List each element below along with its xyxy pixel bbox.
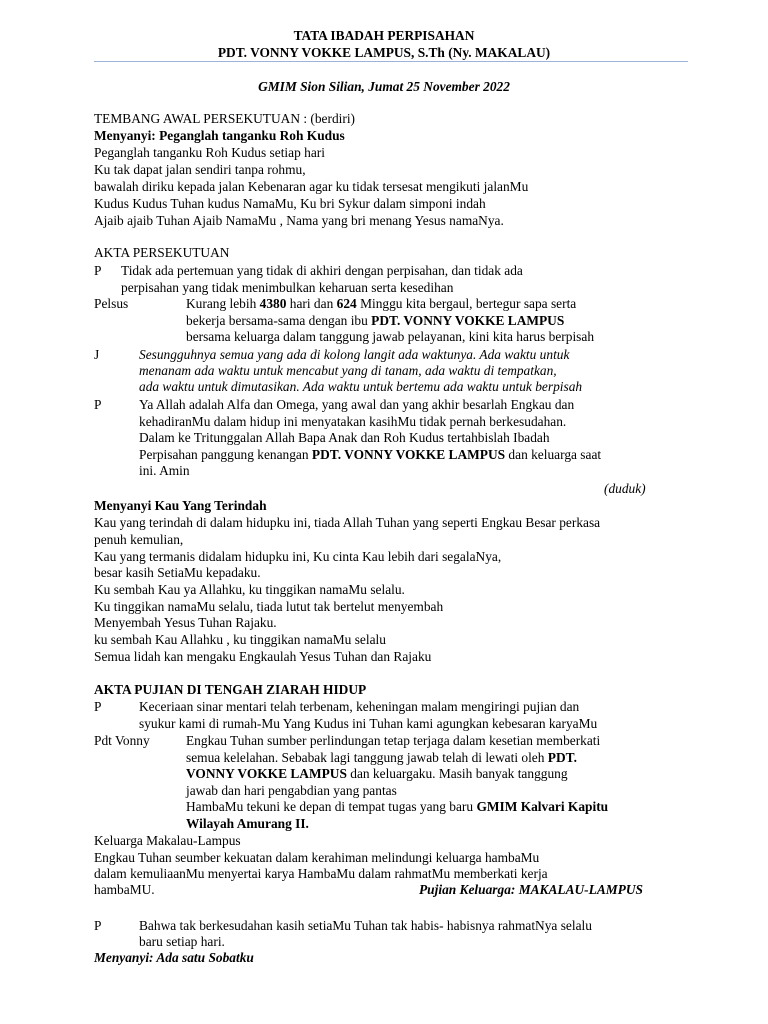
header-divider [94,61,688,62]
liturgy-line: ini. Amin [139,463,190,478]
lyric-line: Ku tinggikan namaMu selalu, tiada lutut tak bertelut menyembah [94,599,444,614]
instruction-duduk: (duduk) [604,481,646,496]
lyric-line: Ku tak dapat jalan sendiri tanpa rohmu, [94,162,306,177]
document-title-line1: TATA IBADAH PERPISAHAN [293,28,475,43]
liturgy-line: ada waktu untuk dimutasikan. Ada waktu untuk bertemu ada waktu untuk berpisah [139,379,583,394]
lyric-line: Kudus Kudus Tuhan kudus NamaMu, Ku bri Sykur dalam simponi indah [94,196,486,211]
speaker-label-pelsus: Pelsus [94,296,129,311]
liturgy-line: baru setiap hari. [139,934,225,949]
lyric-line: bawalah diriku kepada jalan Kebenaran agar ku tidak tersesat mengikuti jalanMu [94,179,529,194]
liturgy-line: Wilayah Amurang II. [186,816,309,831]
lyric-line: Menyembah Yesus Tuhan Rajaku. [94,615,277,630]
lyric-line: besar kasih SetiaMu kepadaku. [94,565,261,580]
section-heading-akta-pujian: AKTA PUJIAN DI TENGAH ZIARAH HIDUP [94,682,367,697]
speaker-label-p: P [94,263,102,278]
speaker-label-p: P [94,699,102,714]
liturgy-line: kehadiranMu dalam hidup ini menyatakan kasihMu tidak pernah berkesudahan. [139,414,567,429]
liturgy-line: menanam ada waktu untuk mencabut yang di tanam, ada waktu di tempatkan, [139,363,557,378]
speaker-label-p: P [94,918,102,933]
lyric-line: Ajaib ajaib Tuhan Ajaib NamaMu , Nama yang bri menang Yesus namaNya. [94,213,504,228]
liturgy-line: perpisahan yang tidak menimbulkan keharuan serta kesedihan [121,280,454,295]
liturgy-line: syukur kami di rumah-Mu Yang Kudus ini Tuhan kami agungkan kebesaran karyaMu [139,716,598,731]
speaker-label-p: P [94,397,102,412]
liturgy-line: Tidak ada pertemuan yang tidak di akhiri dengan perpisahan, dan tidak ada [121,263,523,278]
liturgy-line: bekerja bersama-sama dengan ibu PDT. VONNY VOKKE LAMPUS [186,313,565,328]
liturgy-line: jawab dan hari pengabdian yang pantas [186,783,397,798]
pujian-keluarga-label: Pujian Keluarga: MAKALAU-LAMPUS [419,882,643,897]
song-title-kau-yang-terindah: Menyanyi Kau Yang Terindah [94,498,267,513]
speaker-label-j: J [94,347,100,362]
liturgy-line: hambaMU. [94,882,155,897]
lyric-line: Peganglah tanganku Roh Kudus setiap hari [94,145,325,160]
liturgy-line: Engkau Tuhan seumber kekuatan dalam kerahiman melindungi keluarga hambaMu [94,850,540,865]
lyric-line: Semua lidah kan mengaku Engkaulah Yesus Tuhan dan Rajaku [94,649,432,664]
song-title-ada-satu-sobatku: Menyanyi: Ada satu Sobatku [94,950,254,965]
document-title-line2: PDT. VONNY VOKKE LAMPUS, S.Th (Ny. MAKALAU) [217,45,551,60]
liturgy-line: VONNY VOKKE LAMPUS dan keluargaku. Masih banyak tanggung [186,766,568,781]
lyric-line: Kau yang termanis didalam hidupku ini, Ku cinta Kau lebih dari segalaNya, [94,549,502,564]
lyric-line: ku sembah Kau Allahku , ku tinggikan namaMu selalu [94,632,386,647]
speaker-label-pdt-vonny: Pdt Vonny [94,733,150,748]
liturgy-line: dalam kemuliaanMu menyertai karya HambaMu dalam rahmatMu memberkati kerja [94,866,548,881]
liturgy-line: bersama keluarga dalam tanggung jawab pelayanan, kini kita harus berpisah [186,329,595,344]
liturgy-line: Dalam ke Tritunggalan Allah Bapa Anak dan Roh Kudus tertahbislah Ibadah [139,430,550,445]
song-title-peganglah: Menyanyi: Peganglah tanganku Roh Kudus [94,128,345,143]
liturgy-line: Perpisahan panggung kenangan PDT. VONNY VOKKE LAMPUS dan keluarga saat [139,447,602,462]
lyric-line: penuh kemulian, [94,532,184,547]
liturgy-line: Kurang lebih 4380 hari dan 624 Minggu kita bergaul, bertegur sapa serta [186,296,577,311]
liturgy-line: Keceriaan sinar mentari telah terbenam, keheningan malam mengiringi pujian dan [139,699,580,714]
place-date: GMIM Sion Silian, Jumat 25 November 2022 [258,79,510,94]
section-heading-akta-persekutuan: AKTA PERSEKUTUAN [94,245,230,260]
liturgy-line: Ya Allah adalah Alfa dan Omega, yang awal dan yang akhir besarlah Engkau dan [139,397,575,412]
lyric-line: Ku sembah Kau ya Allahku, ku tinggikan namaMu selalu. [94,582,405,597]
lyric-line: Kau yang terindah di dalam hidupku ini, tiada Allah Tuhan yang seperti Engkau Besar perkasa [94,515,601,530]
liturgy-line: Engkau Tuhan sumber perlindungan tetap terjaga dalam kesetian memberkati [186,733,601,748]
liturgy-line: semua kelelahan. Sebabak lagi tanggung jawab telah di lewati oleh PDT. [186,750,577,765]
liturgy-line: HambaMu tekuni ke depan di tempat tugas yang baru GMIM Kalvari Kapitu [186,799,609,814]
section-heading-tembang: TEMBANG AWAL PERSEKUTUAN : (berdiri) [94,111,356,126]
liturgy-line: Sesungguhnya semua yang ada di kolong langit ada waktunya. Ada waktu untuk [139,347,570,362]
liturgy-line: Bahwa tak berkesudahan kasih setiaMu Tuhan tak habis- habisnya rahmatNya selalu [139,918,592,933]
speaker-label-keluarga: Keluarga Makalau-Lampus [94,833,241,848]
